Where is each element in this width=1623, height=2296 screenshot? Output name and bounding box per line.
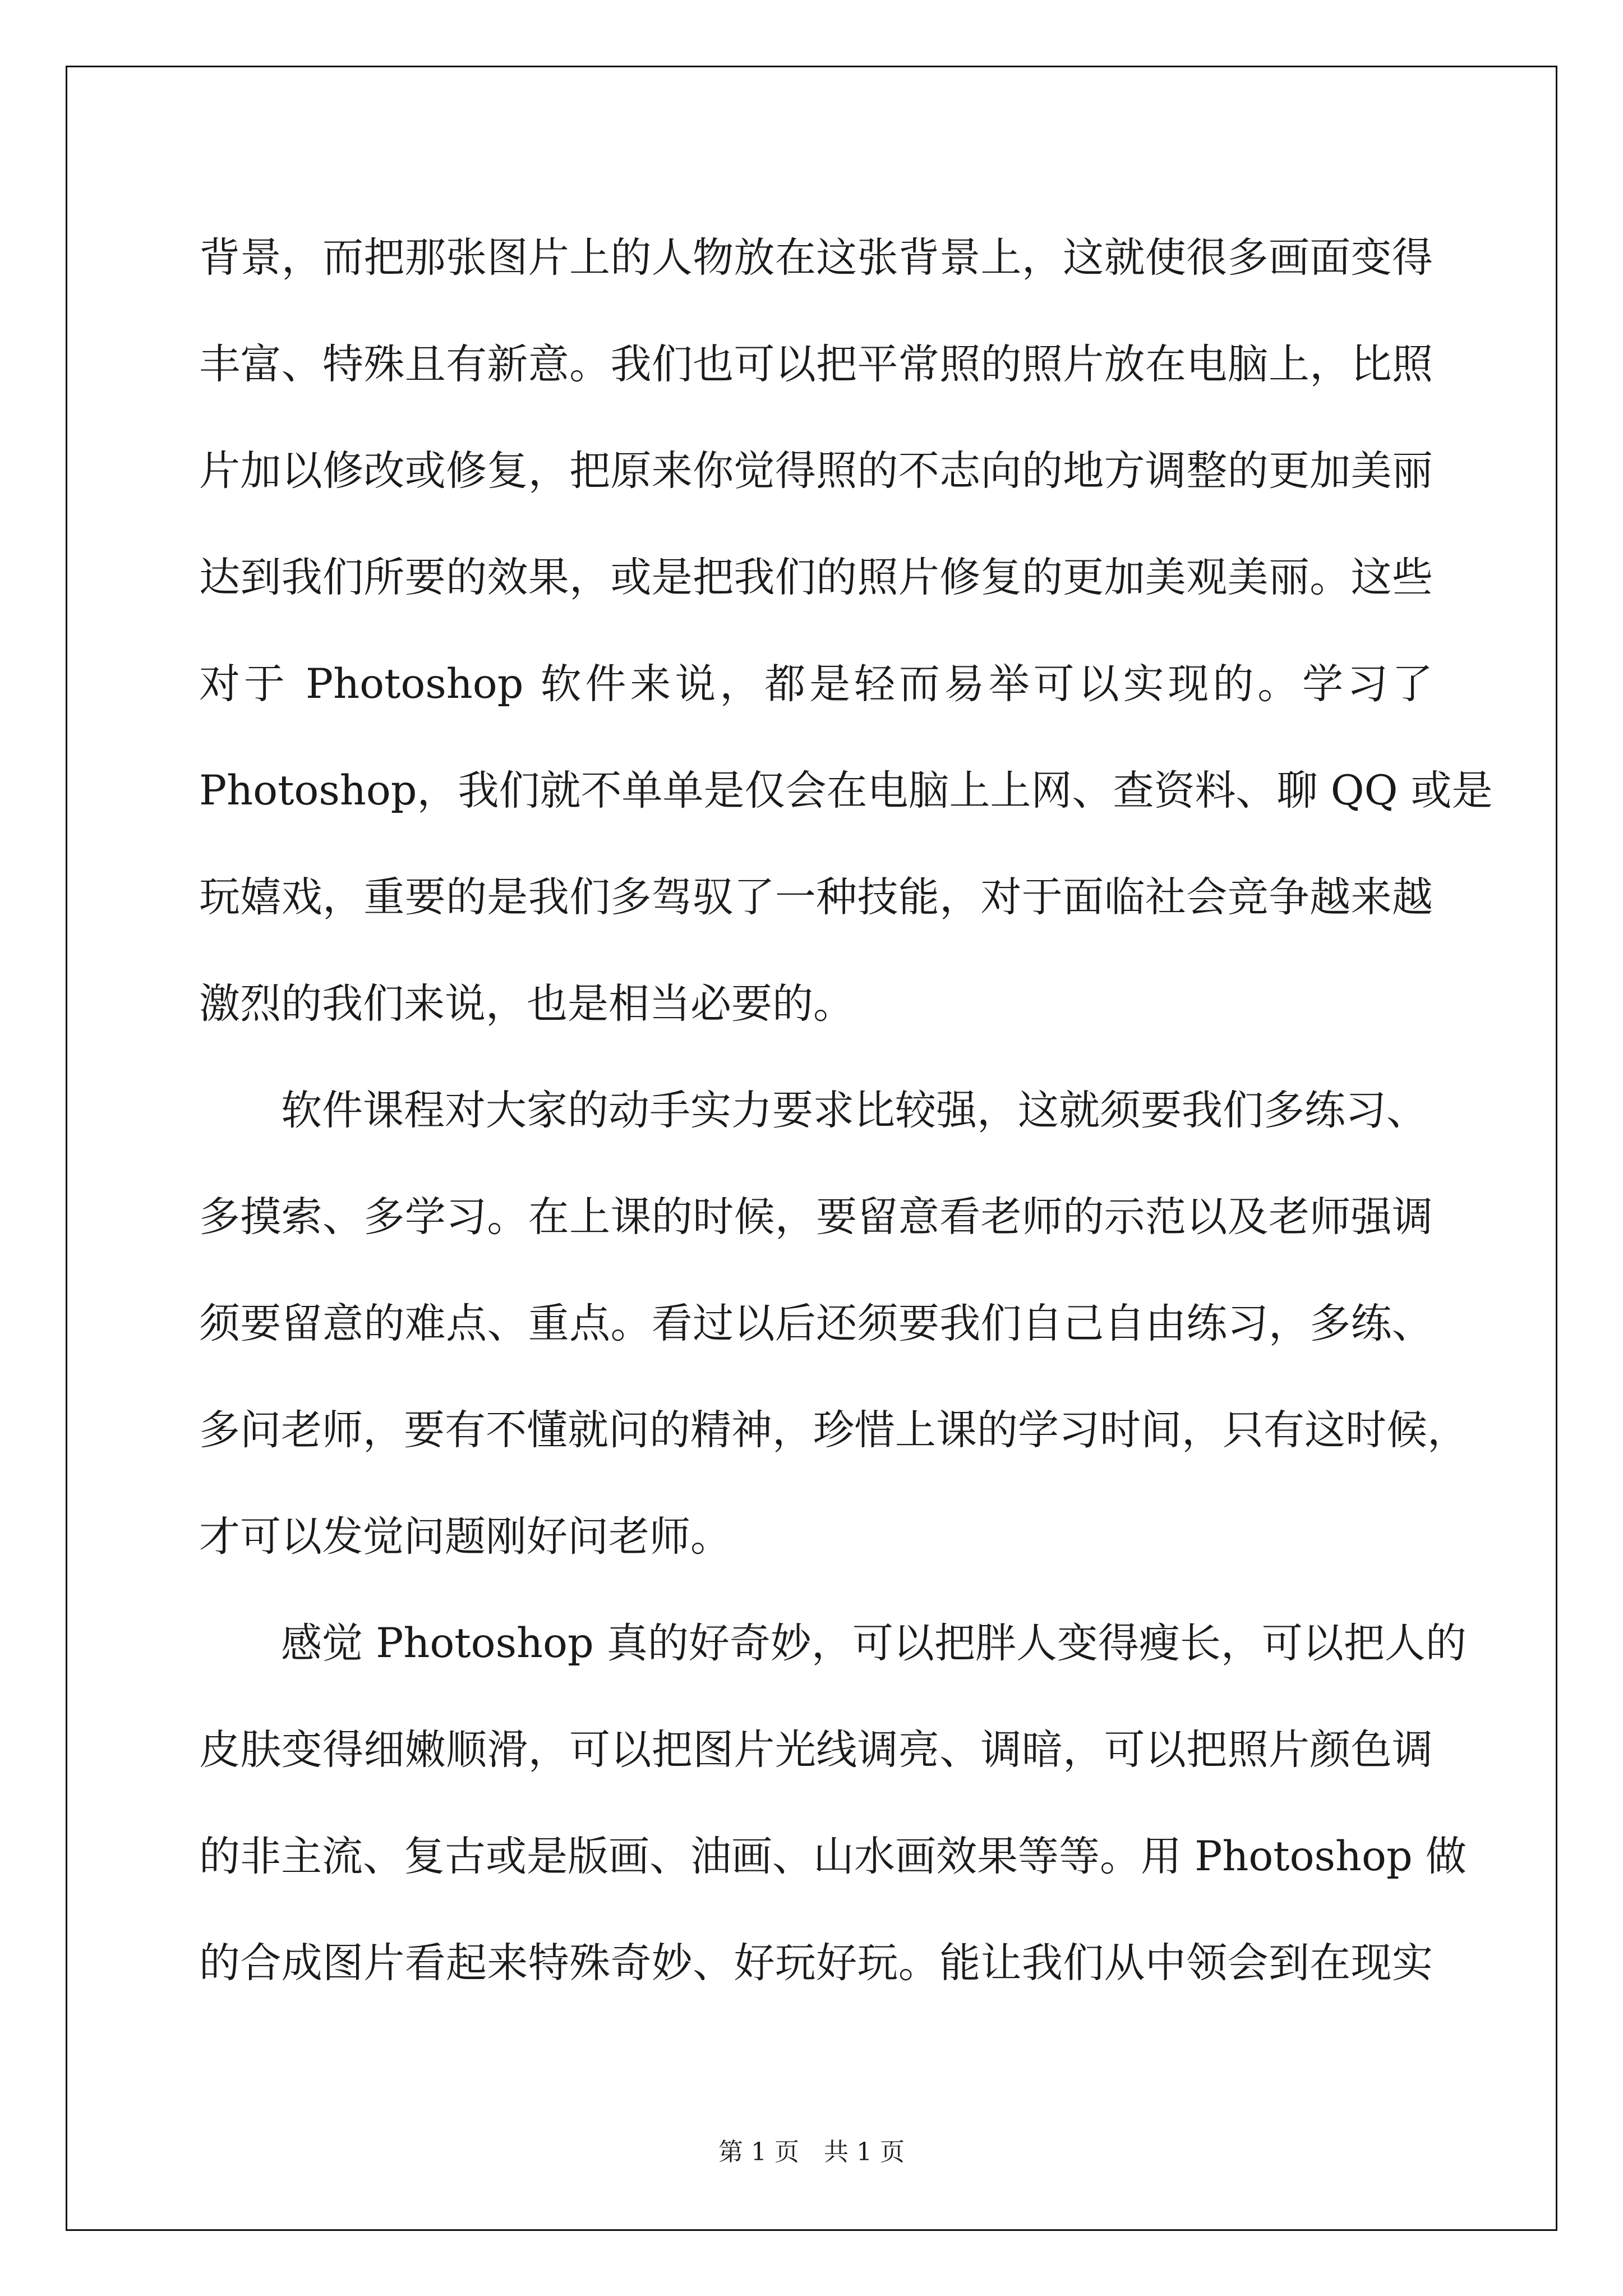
page-border	[66, 66, 1557, 2231]
text-line-13: 才可以发觉问题刚好问老师。	[199, 1513, 731, 1561]
text-line-16: 的非主流、复古或是版画、油画、山水画效果等等。用 Photoshop 做	[199, 1833, 1467, 1880]
text-line-2: 丰富、特殊且有新意。我们也可以把平常照的照片放在电脑上，比照	[199, 341, 1433, 388]
text-line-1: 背景，而把那张图片上的人物放在这张背景上，这就使很多画面变得	[199, 234, 1433, 282]
text-line-10: 多摸索、多学习。在上课的时候，要留意看老师的示范以及老师强调	[199, 1193, 1433, 1241]
text-line-5: 对于 Photoshop 软件来说，都是轻而易举可以实现的。学习了	[199, 660, 1433, 708]
text-line-9: 软件课程对大家的动手实力要求比较强，这就须要我们多练习、	[281, 1087, 1427, 1134]
text-line-6: Photoshop，我们就不单单是仅会在电脑上上网、查资料、聊 QQ 或是	[199, 767, 1493, 815]
text-line-12: 多问老师，要有不懂就问的精神，珍惜上课的学习时间，只有这时候，	[199, 1406, 1468, 1454]
text-line-3: 片加以修改或修复，把原来你觉得照的不志向的地方调整的更加美丽	[199, 447, 1433, 495]
text-line-15: 皮肤变得细嫩顺滑，可以把图片光线调亮、调暗，可以把照片颜色调	[199, 1726, 1433, 1774]
text-line-7: 玩嬉戏，重要的是我们多驾驭了一种技能，对于面临社会竞争越来越	[199, 873, 1433, 921]
text-line-14: 感觉 Photoshop 真的好奇妙，可以把胖人变得瘦长，可以把人的	[281, 1619, 1467, 1667]
text-line-17: 的合成图片看起来特殊奇妙、好玩好玩。能让我们从中领会到在现实	[199, 1939, 1433, 1987]
text-line-8: 激烈的我们来说，也是相当必要的。	[199, 980, 854, 1028]
text-line-4: 达到我们所要的效果，或是把我们的照片修复的更加美观美丽。这些	[199, 554, 1433, 601]
text-line-11: 须要留意的难点、重点。看过以后还须要我们自己自由练习，多练、	[199, 1300, 1433, 1347]
page-footer: 第 1 页 共 1 页	[718, 2138, 905, 2166]
